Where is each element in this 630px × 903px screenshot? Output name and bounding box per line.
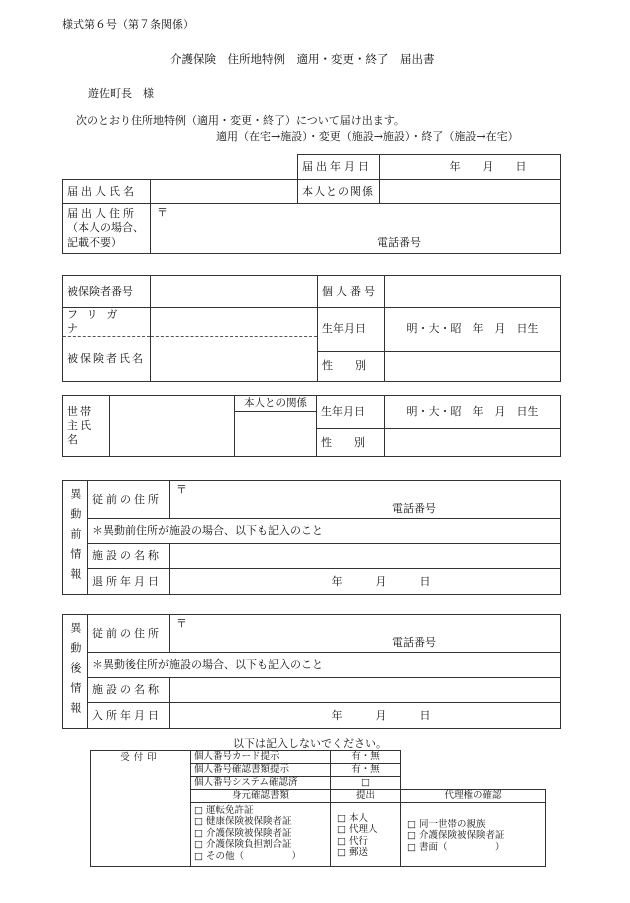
- household-birth-label: 生年月日: [317, 396, 385, 429]
- personal-number-label: 個人番号: [318, 276, 385, 308]
- proxy-list: [401, 803, 546, 867]
- id-item[interactable]: □ 介護保険負担割合証: [194, 839, 292, 851]
- after-address-field[interactable]: [170, 615, 561, 653]
- proxy-item[interactable]: □ 書面（ ）: [407, 841, 505, 853]
- card-label: 個人番号カード提示: [191, 751, 331, 764]
- doc-label: 個人番号確認書類提示: [191, 764, 331, 777]
- intro-line2: 適用（在宅→施設）・変更（施設→施設）・終了（施設→在宅）: [216, 130, 519, 143]
- household-relation-label: 本人との関係: [235, 396, 317, 412]
- notifier-table: [62, 154, 561, 254]
- intro-line1: 次のとおり住所地特例（適用・変更・終了）について届け出ます。: [76, 114, 405, 127]
- before-address-field[interactable]: [170, 481, 561, 519]
- after-postal-mark: 〒: [176, 617, 187, 630]
- after-note: ＊異動後住所が施設の場合、以下も記入のこと: [88, 653, 561, 678]
- after-facility-label: 施設の名称: [88, 678, 170, 703]
- submit-list: [331, 803, 401, 867]
- id-item[interactable]: □ その他（ ）: [194, 850, 301, 862]
- insured-name-field[interactable]: [151, 336, 318, 381]
- proxy-item[interactable]: □ 介護保険被保険者証: [407, 830, 505, 842]
- before-side-label: 異動前情報: [63, 481, 88, 595]
- sex-label: 性 別: [318, 351, 385, 381]
- furigana-label: フリガナ: [63, 308, 151, 337]
- form-number: 様式第６号（第７条関係）: [62, 18, 194, 31]
- insured-number-label: 被保険者番号: [63, 276, 151, 308]
- insured-number-field[interactable]: [151, 276, 318, 308]
- birth-field[interactable]: 明・大・昭 年 月 日生: [385, 308, 561, 352]
- after-phone-label: 電話番号: [392, 636, 436, 650]
- before-facility-field[interactable]: [170, 544, 561, 569]
- id-list: [191, 803, 331, 867]
- personal-number-field[interactable]: [385, 276, 561, 308]
- before-address-label: 従前の住所: [88, 481, 170, 519]
- household-relation-field[interactable]: [235, 412, 317, 457]
- submit-item[interactable]: □ 代理人: [337, 824, 378, 836]
- postal-mark: 〒: [157, 206, 168, 219]
- id-item[interactable]: □ 健康保険被保険者証: [194, 816, 292, 828]
- card-value[interactable]: 有・無: [331, 751, 401, 764]
- id-header: 身元確認書類: [191, 790, 331, 803]
- after-date-label: 入所年月日: [88, 703, 170, 729]
- after-side-label: 異動後情報: [63, 615, 88, 729]
- notifier-name-label: 届出人氏名: [63, 180, 151, 204]
- household-table: [62, 395, 561, 457]
- sex-field[interactable]: [385, 351, 561, 381]
- system-checkbox[interactable]: □: [331, 777, 401, 790]
- stamp-label: 受付印: [120, 752, 161, 763]
- insured-table: [62, 275, 561, 382]
- id-item[interactable]: □ 介護保険被保険者証: [194, 827, 292, 839]
- notifier-address-field[interactable]: [151, 204, 561, 254]
- notify-date-label: 届出年月日: [298, 155, 380, 180]
- household-birth-field[interactable]: 明・大・昭 年 月 日生: [385, 396, 561, 429]
- after-table: [62, 614, 561, 729]
- submit-item[interactable]: □ 代行: [337, 835, 368, 847]
- id-item[interactable]: □ 運転免許証: [194, 805, 254, 816]
- notifier-address-label-cell: [63, 204, 151, 254]
- proxy-header: 代理権の確認: [401, 790, 546, 803]
- after-date-field[interactable]: 年 月 日: [170, 703, 561, 729]
- notify-date-field[interactable]: 年 月 日: [380, 155, 561, 180]
- notifier-name-field[interactable]: [151, 180, 298, 204]
- before-table: [62, 480, 561, 595]
- notifier-address-label: 届出人住所: [67, 207, 137, 221]
- submit-item[interactable]: □ 郵送: [337, 847, 368, 859]
- before-postal-mark: 〒: [176, 483, 187, 496]
- before-phone-label: 電話番号: [392, 502, 436, 516]
- submit-item[interactable]: □ 本人: [337, 813, 368, 824]
- submit-header: 提出: [331, 790, 401, 803]
- office-blank: [401, 751, 546, 790]
- form-title: 介護保険 住所地特例 適用・変更・終了 届出書: [170, 52, 435, 66]
- birth-label: 生年月日: [318, 308, 385, 352]
- insured-name-label: 被保険者氏名: [63, 336, 151, 381]
- before-note: ＊異動前住所が施設の場合、以下も記入のこと: [88, 519, 561, 544]
- household-sex-label: 性 別: [317, 429, 385, 457]
- stamp-area: [91, 751, 191, 867]
- notifier-relation-field[interactable]: [380, 180, 561, 204]
- doc-value[interactable]: 有・無: [331, 764, 401, 777]
- before-facility-label: 施設の名称: [88, 544, 170, 569]
- before-date-field[interactable]: 年 月 日: [170, 569, 561, 595]
- household-sex-field[interactable]: [385, 429, 561, 457]
- furigana-field[interactable]: [151, 308, 318, 337]
- office-notice: 以下は記入しないでください。: [233, 737, 387, 750]
- proxy-item[interactable]: □ 同一世帯の親族: [407, 819, 486, 830]
- after-address-label: 従前の住所: [88, 615, 170, 653]
- before-date-label: 退所年月日: [88, 569, 170, 595]
- office-table: [90, 750, 546, 867]
- notifier-relation-label: 本人との関係: [298, 180, 380, 204]
- household-head-label: 世帯主氏名: [63, 396, 110, 457]
- after-facility-field[interactable]: [170, 678, 561, 703]
- addressee: 遊佐町長 様: [88, 87, 154, 100]
- system-label: 個人番号システム確認済: [191, 777, 331, 790]
- notifier-address-note: （本人の場合、記載不要）: [67, 221, 144, 249]
- household-head-field[interactable]: [110, 396, 235, 457]
- notifier-phone-label: 電話番号: [377, 236, 421, 250]
